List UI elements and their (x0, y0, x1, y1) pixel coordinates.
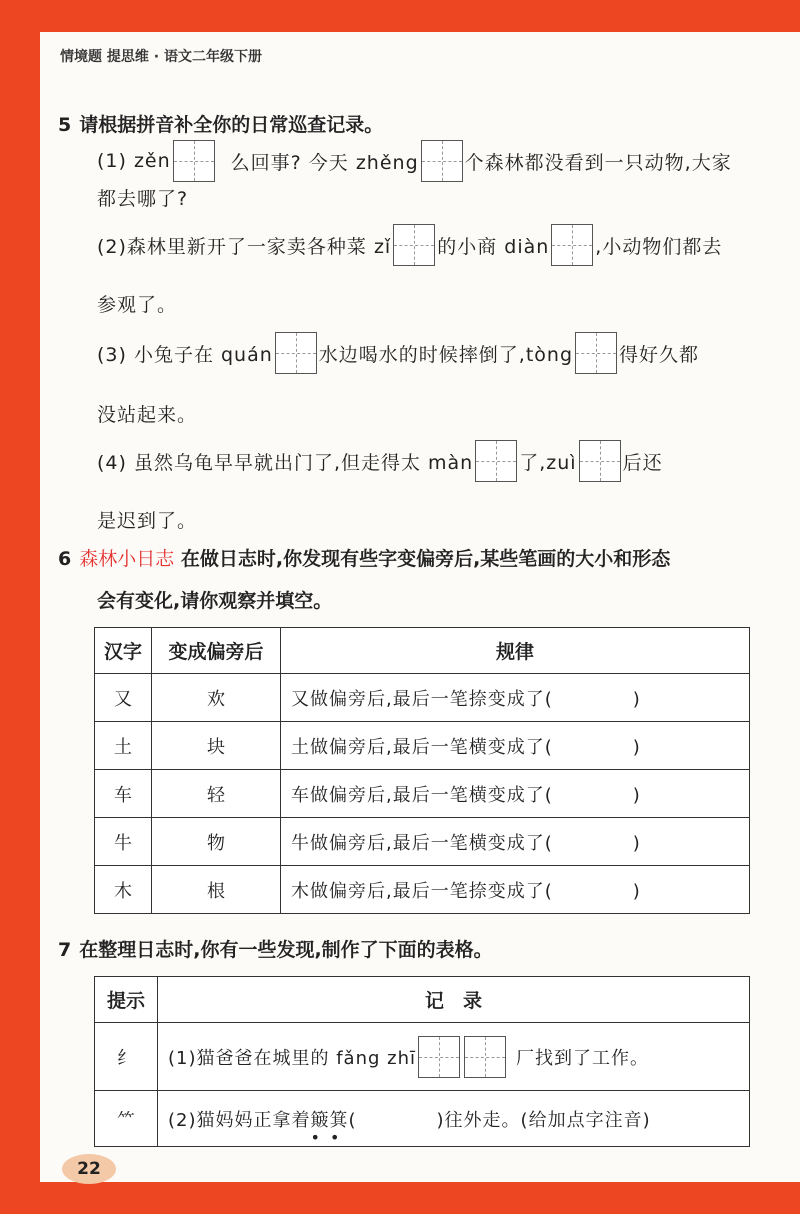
q6-cell-radical: 块 (152, 722, 281, 770)
q6-rule-text: 车做偏旁后,最后一笔横变成了( (291, 784, 553, 806)
q7-number: 7 (58, 939, 72, 961)
q5-item3-line2: 没站起来。 (97, 404, 198, 426)
table-row (95, 770, 750, 818)
q6-cell-char: 又 (95, 674, 152, 722)
q7-record1-answer-box1[interactable] (418, 1036, 460, 1078)
q7-cell-hint: ⺮ (95, 1091, 158, 1147)
q6-table (94, 627, 750, 914)
q5-title (58, 110, 383, 137)
q6-header-char: 汉字 (95, 628, 152, 674)
q7-header-hint: 提示 (95, 977, 158, 1023)
q5-item4-part-c: 后还 (622, 451, 663, 474)
q7-title (58, 935, 493, 962)
q6-rule-text: 土做偏旁后,最后一笔横变成了( (291, 736, 553, 758)
q7-header-record: 记 录 (158, 977, 750, 1023)
q7-record2-part-a: (2)猫妈妈正拿着 (168, 1109, 311, 1131)
q7-record1-line (168, 1036, 749, 1078)
q6-header-row (95, 628, 750, 674)
q7-record1-part-b: 厂找到了工作。 (516, 1047, 649, 1069)
q7-dotted-word (310, 1106, 350, 1147)
q6-cell-char: 木 (95, 866, 152, 914)
q6-cell-rule (281, 722, 750, 770)
q7-record1-answer-box2[interactable] (464, 1036, 506, 1078)
q5-title-text: 请根据拼音补全你的日常巡查记录。 (79, 114, 384, 136)
q5-item1-part-c: 个森林都没看到一只动物,大家 (464, 151, 732, 174)
q6-number: 6 (58, 548, 72, 570)
q7-record2-part-c: )往外走。(给加点字注音) (436, 1109, 651, 1131)
q6-header-radical: 变成偏旁后 (152, 628, 281, 674)
q5-item1-answer-box2[interactable] (421, 140, 463, 182)
q5-item1-part-b: 么回事? 今天 zhěng (230, 151, 419, 174)
table-row (95, 722, 750, 770)
q6-cell-rule (281, 818, 750, 866)
q6-cell-rule (281, 674, 750, 722)
emphasis-dots-icon: •• (310, 1127, 350, 1147)
table-row (95, 674, 750, 722)
q7-open-paren: ( (348, 1109, 357, 1131)
q5-item3-answer-box1[interactable] (275, 332, 317, 374)
q5-item2-answer-box2[interactable] (551, 224, 593, 266)
worksheet-page (40, 32, 800, 1182)
q6-close-paren: ) (632, 784, 641, 806)
table-row (95, 818, 750, 866)
q5-item1-line1 (97, 140, 732, 182)
q5-item4-part-a: (4) 虽然乌龟早早就出门了,但走得太 màn (97, 451, 474, 474)
q5-item2-line2: 参观了。 (97, 294, 178, 316)
q7-cell-record (158, 1091, 750, 1147)
q6-cell-radical: 物 (152, 818, 281, 866)
q5-item3-answer-box2[interactable] (575, 332, 617, 374)
q6-title-line2: 会有变化,请你观察并填空。 (97, 590, 333, 612)
q5-item4-answer-box1[interactable] (475, 440, 517, 482)
q5-item2-part-b: 的小商 diàn (437, 235, 550, 258)
q6-close-paren: ) (632, 688, 641, 710)
q6-header-rule: 规律 (281, 628, 750, 674)
q5-item3-part-a: (3) 小兔子在 quán (97, 343, 273, 366)
table-row (95, 1091, 750, 1147)
q5-item4-part-b: 了,zuì (519, 451, 577, 474)
q5-item2-part-a: (2)森林里新开了一家卖各种菜 zǐ (97, 235, 392, 258)
q5-item1-answer-box1[interactable] (173, 140, 215, 182)
q5-item1-part-a: (1) zěn (97, 150, 171, 172)
q6-close-paren: ) (632, 880, 641, 902)
q6-rule-text: 木做偏旁后,最后一笔捺变成了( (291, 880, 553, 902)
q6-rule-text: 又做偏旁后,最后一笔捺变成了( (291, 688, 553, 710)
q5-item2-line1 (97, 224, 722, 266)
q6-cell-char: 土 (95, 722, 152, 770)
q6-cell-char: 车 (95, 770, 152, 818)
q6-cell-radical: 欢 (152, 674, 281, 722)
q7-cell-record (158, 1023, 750, 1091)
q6-rule-text: 牛做偏旁后,最后一笔横变成了( (291, 832, 553, 854)
q6-cell-radical: 轻 (152, 770, 281, 818)
q7-record1-part-a: (1)猫爸爸在城里的 fǎng zhī (168, 1047, 416, 1069)
q5-item2-answer-box1[interactable] (393, 224, 435, 266)
q5-item4-line2: 是迟到了。 (97, 510, 198, 532)
page-number: 22 (62, 1154, 116, 1184)
q7-header-row (95, 977, 750, 1023)
q7-table (94, 976, 750, 1147)
q6-cell-rule (281, 770, 750, 818)
q6-close-paren: ) (632, 832, 641, 854)
q5-item4-line1 (97, 440, 663, 482)
q6-close-paren: ) (632, 736, 641, 758)
q6-cell-radical: 根 (152, 866, 281, 914)
q6-title-text1: 在做日志时,你发现有些字变偏旁后,某些笔画的大小和形态 (180, 548, 671, 570)
q6-tag: 森林小日志 (79, 548, 175, 570)
q5-item3-part-b: 水边喝水的时候摔倒了,tòng (318, 343, 573, 366)
page-header: 情境题 提思维 · 语文二年级下册 (60, 49, 262, 65)
q7-dotted-text: 簸箕 (310, 1109, 349, 1131)
table-row (95, 1023, 750, 1091)
q5-item4-answer-box2[interactable] (579, 440, 621, 482)
q5-item3-part-c: 得好久都 (619, 343, 700, 366)
q7-cell-hint: 纟 (95, 1023, 158, 1091)
q7-title-text: 在整理日志时,你有一些发现,制作了下面的表格。 (79, 939, 493, 961)
table-row (95, 866, 750, 914)
q5-number: 5 (58, 114, 72, 136)
q6-title-line1 (58, 544, 670, 571)
q5-item2-part-c: ,小动物们都去 (595, 235, 723, 258)
q5-item3-line1 (97, 332, 699, 374)
q6-cell-char: 牛 (95, 818, 152, 866)
q5-item1-line2: 都去哪了? (97, 188, 189, 210)
q6-cell-rule (281, 866, 750, 914)
